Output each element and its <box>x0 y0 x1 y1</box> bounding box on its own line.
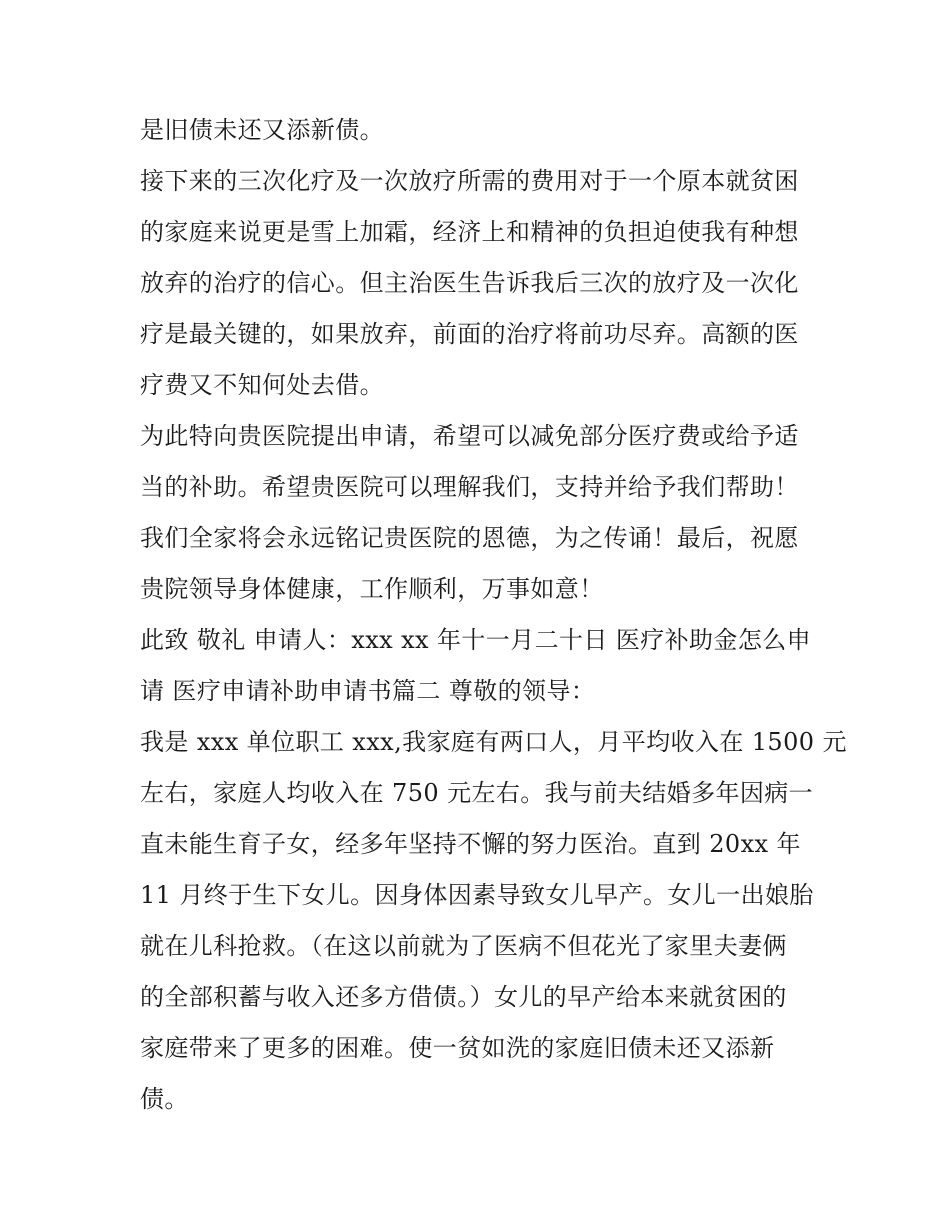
text-line: 就在儿科抢救。（在这以前就为了医病不但花光了家里夫妻俩 <box>140 932 787 960</box>
text-line: 接下来的三次化疗及一次放疗所需的费用对于一个原本就贫困 <box>140 167 799 195</box>
text-line: 此致 敬礼 申请人：xxx xx 年十一月二十日 医疗补助金怎么申 <box>140 626 812 654</box>
text-line: 是旧债未还又添新债。 <box>140 116 384 144</box>
document-body <box>140 105 847 1125</box>
text-line: 的家庭来说更是雪上加霜，经济上和精神的负担迫使我有种想 <box>140 218 799 246</box>
text-line: 放弃的治疗的信心。但主治医生告诉我后三次的放疗及一次化 <box>140 269 799 297</box>
text-line: 疗是最关键的，如果放弃，前面的治疗将前功尽弃。高额的医 <box>140 320 799 348</box>
text-line: 贵院领导身体健康，工作顺利，万事如意！ <box>140 575 604 603</box>
text-line: 疗费又不知何处去借。 <box>140 371 384 399</box>
text-line: 当的补助。希望贵医院可以理解我们，支持并给予我们帮助！ <box>140 473 799 501</box>
text-line: 直未能生育子女，经多年坚持不懈的努力医治。直到 20xx 年 <box>140 830 801 858</box>
text-line: 家庭带来了更多的困难。使一贫如洗的家庭旧债未还又添新 <box>140 1034 775 1062</box>
text-line: 请 医疗申请补助申请书篇二 尊敬的领导： <box>140 677 596 705</box>
text-line: 为此特向贵医院提出申请，希望可以减免部分医疗费或给予适 <box>140 422 799 450</box>
text-line: 左右，家庭人均收入在 750 元左右。我与前夫结婚多年因病一 <box>140 779 814 807</box>
text-line: 我们全家将会永远铭记贵医院的恩德，为之传诵！最后，祝愿 <box>140 524 799 552</box>
text-line: 债。 <box>140 1085 189 1113</box>
text-line: 的全部积蓄与收入还多方借债。）女儿的早产给本来就贫困的 <box>140 983 787 1011</box>
text-line: 11 月终于生下女儿。因身体因素导致女儿早产。女儿一出娘胎 <box>140 881 814 909</box>
text-line: 我是 xxx 单位职工 xxx,我家庭有两口人，月平均收入在 1500 元 <box>140 728 847 756</box>
